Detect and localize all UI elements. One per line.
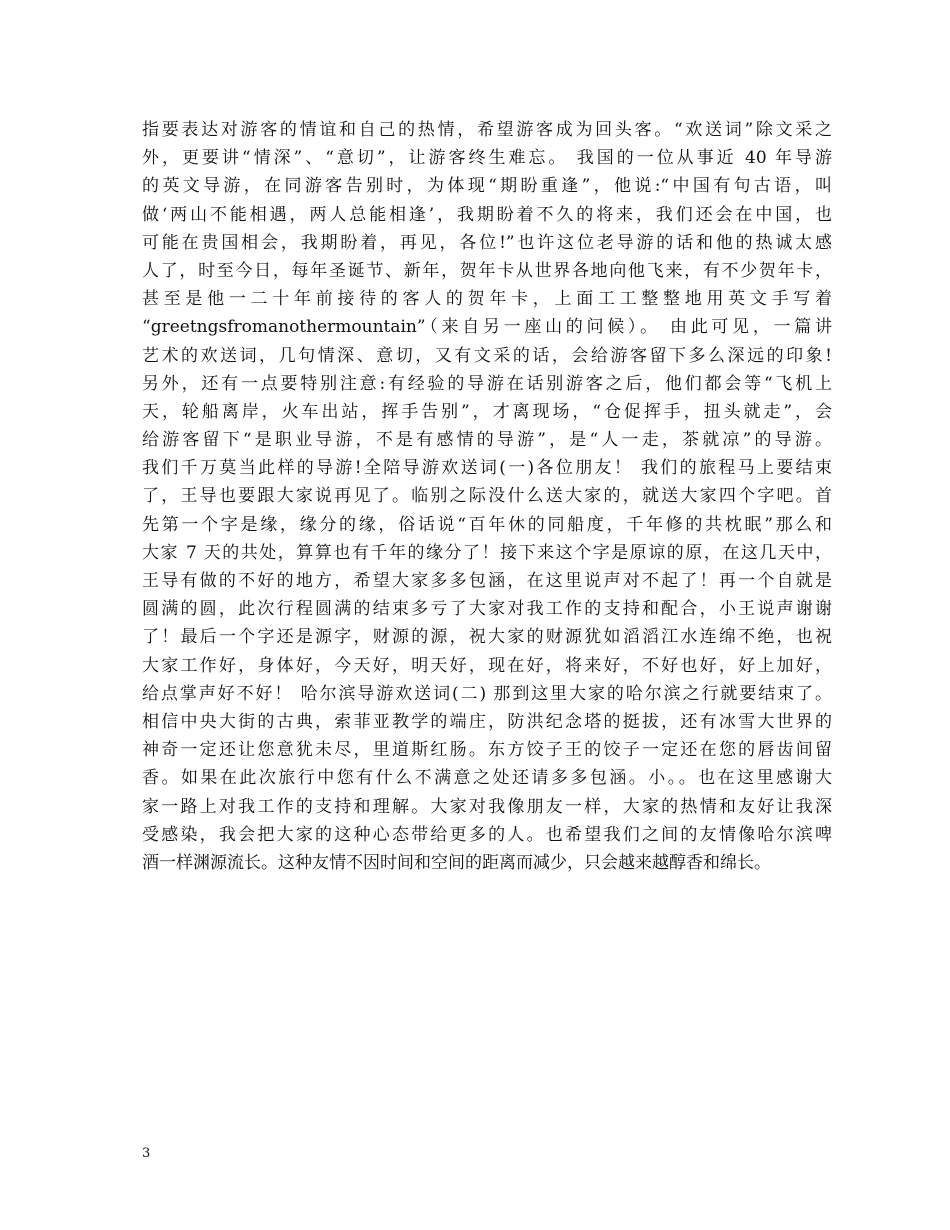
- text-line: 给点掌声好不好！ 哈尔滨导游欢送词(二) 那到这里大家的哈尔滨之行就要结束了。: [142, 683, 832, 704]
- text-line: 酒一样渊源流长。这种友情不因时间和空间的距离而减少，只会越来越醇香和绵长。: [142, 852, 771, 873]
- text-line: 甚至是他一二十年前接待的客人的贺年卡，上面工工整整地用英文手写着: [142, 289, 832, 310]
- text-line: 大家工作好，身体好，今天好，明天好，现在好，将来好，不好也好，好上加好，: [142, 655, 832, 676]
- text-line: 先第一个字是缘，缘分的缘，俗话说“百年休的同船度，千年修的共枕眠”那么和: [142, 514, 832, 535]
- text-line: 香。如果在此次旅行中您有什么不满意之处还请多多包涵。小。。也在这里感谢大: [142, 768, 832, 789]
- text-line: 了，王导也要跟大家说再见了。临别之际没什么送大家的，就送大家四个字吧。首: [142, 486, 832, 507]
- text-line: 相信中央大街的古典，索菲亚教学的端庄，防洪纪念塔的挺拔，还有冰雪大世界的: [142, 711, 832, 732]
- text-line: 受感染，我会把大家的这种心态带给更多的人。也希望我们之间的友情像哈尔滨啤: [142, 824, 832, 845]
- text-line: 的英文导游，在同游客告别时，为体现“期盼重逢”，他说:“中国有句古语，叫: [142, 176, 832, 197]
- text-line: 圆满的圆，此次行程圆满的结束多亏了大家对我工作的支持和配合，小王说声谢谢: [142, 599, 832, 620]
- text-line: 大家 7 天的共处，算算也有千年的缘分了！接下来这个字是原谅的原，在这几天中，: [142, 542, 832, 563]
- text-line: 可能在贵国相会，我期盼着，再见，各位!”也许这位老导游的话和他的热诚太感: [142, 232, 832, 253]
- text-line: 外，更要讲“情深”、“意切”，让游客终生难忘。 我国的一位从事近 40 年导游: [142, 148, 832, 169]
- text-line: 神奇一定还让您意犹未尽，里道斯红肠。东方饺子王的饺子一定还在您的唇齿间留: [142, 740, 832, 761]
- text-line: “greetngsfromanothermountain”（来自另一座山的问候）。 由此可见，一篇讲: [142, 317, 832, 338]
- text-line: 我们千万莫当此样的导游!全陪导游欢送词(一)各位朋友！ 我们的旅程马上要结束: [142, 458, 832, 479]
- text-line: 王导有做的不好的地方，希望大家多多包涵，在这里说声对不起了！再一个自就是: [142, 571, 832, 591]
- page-number: 3: [142, 1146, 151, 1161]
- text-line: 给游客留下“是职业导游，不是有感情的导游”，是“人一走，茶就凉”的导游。: [142, 430, 832, 451]
- text-line: 了！最后一个字还是源字，财源的源，祝大家的财源犹如滔滔江水连绵不绝，也祝: [142, 627, 832, 648]
- text-line: 艺术的欢送词，几句情深、意切，又有文采的话，会给游客留下多么深远的印象!: [142, 345, 832, 366]
- text-line: 另外，还有一点要特别注意:有经验的导游在话别游客之后，他们都会等“飞机上: [142, 373, 832, 394]
- text-line: 指要表达对游客的情谊和自己的热情，希望游客成为回头客。“欢送词”除文采之: [142, 120, 832, 140]
- text-line: 家一路上对我工作的支持和理解。大家对我像朋友一样，大家的热情和友好让我深: [142, 796, 832, 817]
- text-line: 人了，时至今日，每年圣诞节、新年，贺年卡从世界各地向他飞来，有不少贺年卡，: [142, 260, 832, 281]
- body-text: [142, 116, 832, 877]
- text-line: 做‘两山不能相遇，两人总能相逢’，我期盼着不久的将来，我们还会在中国，也: [142, 204, 832, 225]
- text-line: 天，轮船离岸，火车出站，挥手告别”，才离现场，“仓促挥手，扭头就走”，会: [142, 401, 832, 422]
